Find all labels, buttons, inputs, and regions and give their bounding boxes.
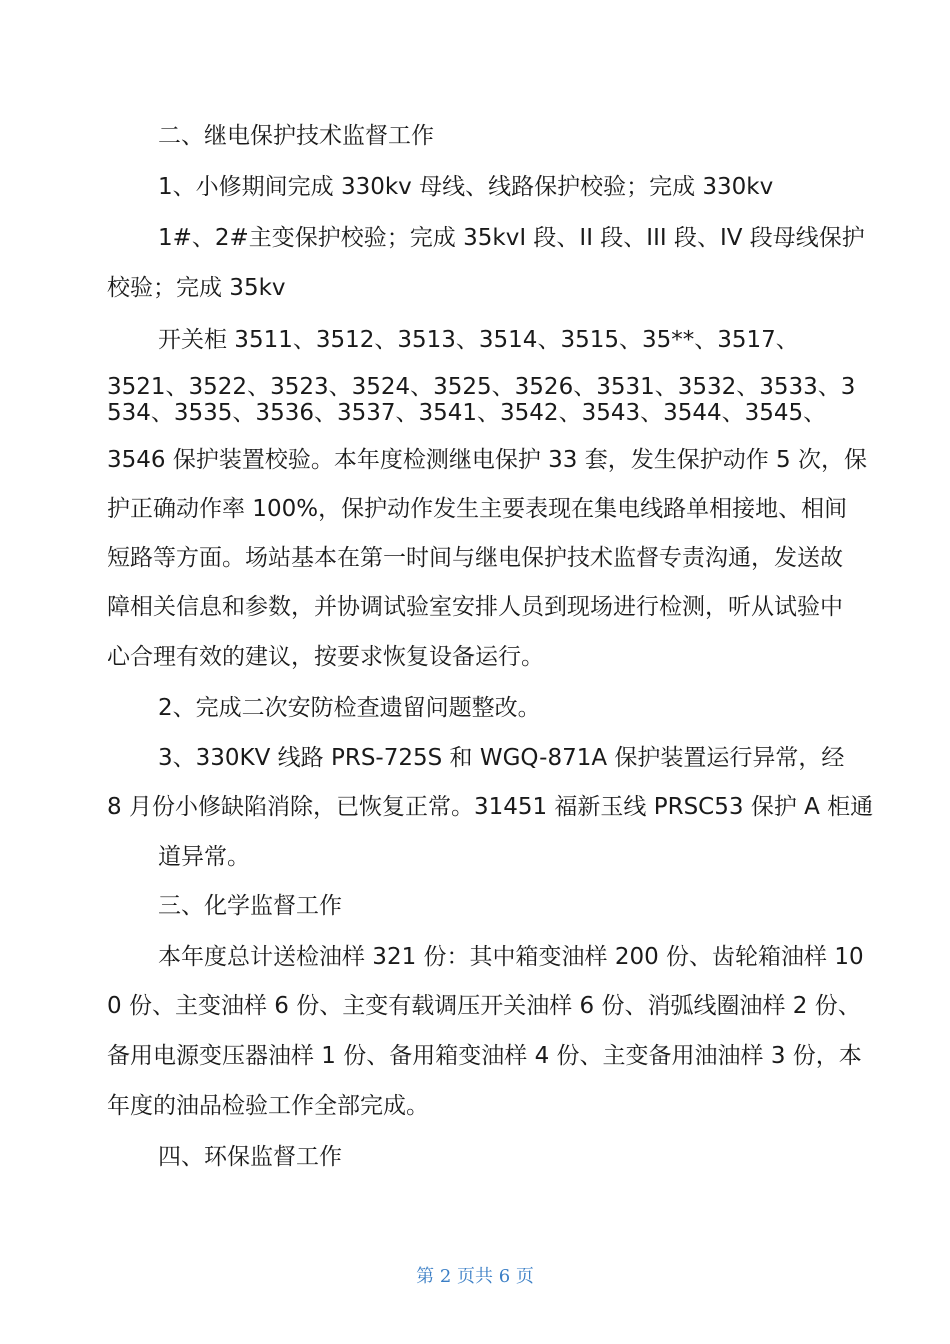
section-heading-chemical: 三、化学监督工作: [158, 893, 342, 919]
paragraph-line: 8 月份小修缺陷消除，已恢复正常。31451 福新玉线 PRSC53 保护 A 柜通: [107, 794, 874, 820]
paragraph-line: 备用电源变压器油样 1 份、备用箱变油样 4 份、主变备用油油样 3 份，本: [107, 1043, 862, 1069]
paragraph-line: 护正确动作率 100%，保护动作发生主要表现在集电线路单相接地、相间: [107, 496, 848, 522]
paragraph-line: 0 份、主变油样 6 份、主变有载调压开关油样 6 份、消弧线圈油样 2 份、: [107, 993, 861, 1019]
paragraph-line: 道异常。: [158, 844, 250, 870]
section-heading-relay-protection: 二、继电保护技术监督工作: [158, 123, 434, 149]
paragraph-line: 534、3535、3536、3537、3541、3542、3543、3544、3545、: [107, 400, 827, 426]
paragraph-line: 短路等方面。场站基本在第一时间与继电保护技术监督专责沟通，发送故: [107, 545, 843, 571]
paragraph-line: 2、完成二次安防检查遗留问题整改。: [158, 695, 541, 721]
section-heading-environmental: 四、环保监督工作: [158, 1144, 342, 1170]
paragraph-line: 心合理有效的建议，按要求恢复设备运行。: [107, 644, 544, 670]
paragraph-line: 障相关信息和参数，并协调试验室安排人员到现场进行检测，听从试验中: [107, 594, 843, 620]
paragraph-line: 开关柜 3511、3512、3513、3514、3515、35**、3517、: [158, 327, 799, 353]
paragraph-line: 3521、3522、3523、3524、3525、3526、3531、3532、3533、3: [107, 374, 856, 400]
page-number-footer: 第 2 页共 6 页: [416, 1266, 534, 1287]
paragraph-line: 校验；完成 35kv: [107, 275, 286, 301]
paragraph-line: 3、330KV 线路 PRS-725S 和 WGQ-871A 保护装置运行异常，经: [158, 745, 845, 771]
paragraph-line: 1#、2#主变保护校验；完成 35kvI 段、II 段、III 段、IV 段母线保护: [158, 225, 865, 251]
paragraph-line: 本年度总计送检油样 321 份：其中箱变油样 200 份、齿轮箱油样 10: [158, 944, 864, 970]
paragraph-line: 3546 保护装置校验。本年度检测继电保护 33 套，发生保护动作 5 次，保: [107, 447, 867, 473]
paragraph-line: 1、小修期间完成 330kv 母线、线路保护校验；完成 330kv: [158, 174, 774, 200]
paragraph-line: 年度的油品检验工作全部完成。: [107, 1093, 429, 1119]
